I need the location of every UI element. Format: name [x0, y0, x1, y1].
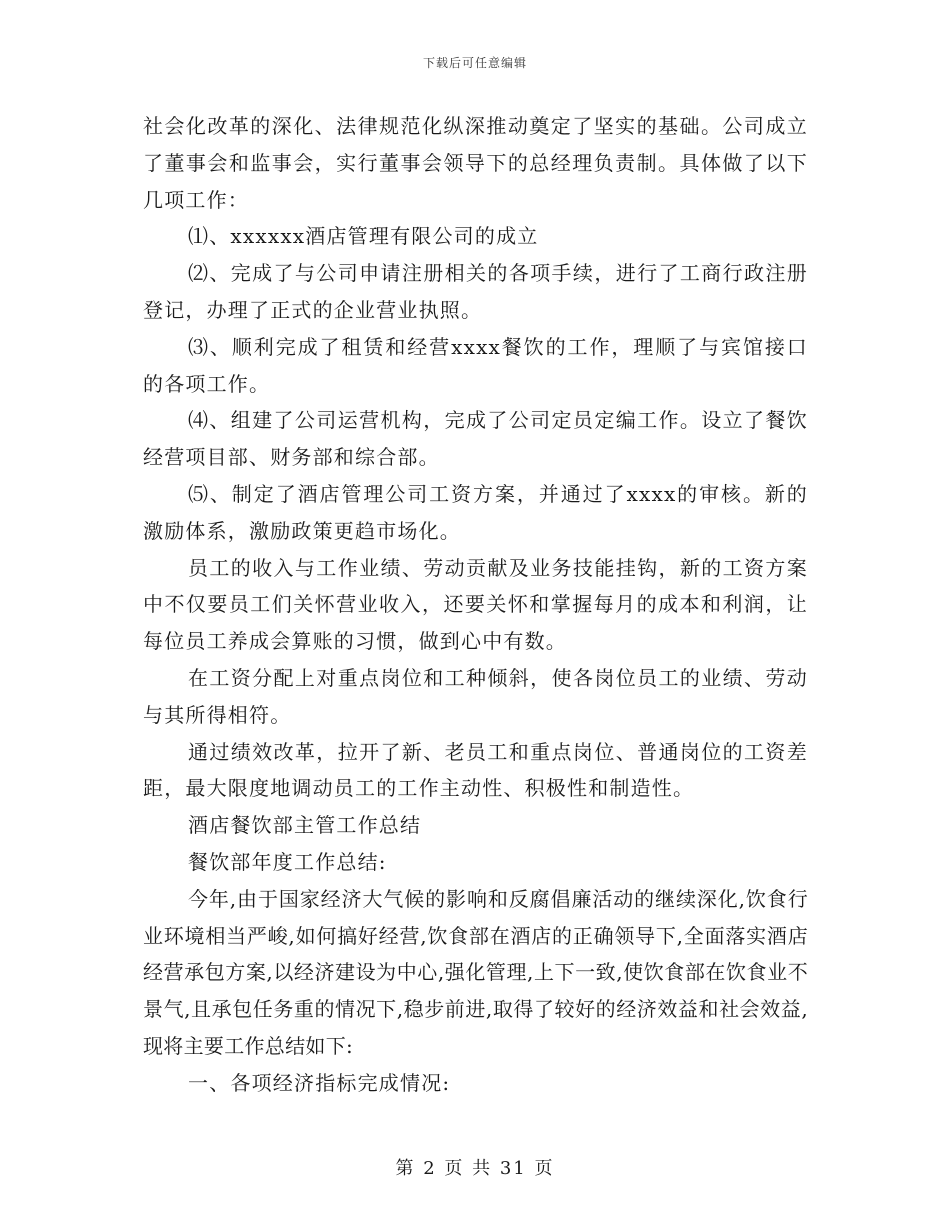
- list-item: ⑷、组建了公司运营机构，完成了公司定员定编工作。设立了餐饮经营项目部、财务部和综合部。: [143, 408, 808, 470]
- paragraph: 在工资分配上对重点岗位和工种倾斜，使各岗位员工的业绩、劳动与其所得相符。: [143, 665, 808, 727]
- section-title: 酒店餐饮部主管工作总结: [188, 813, 422, 838]
- list-item: ⑸、制定了酒店管理公司工资方案，并通过了xxxx的审核。新的激励体系，激励政策更趋市场化。: [143, 481, 808, 543]
- paragraph: 通过绩效改革，拉开了新、老员工和重点岗位、普通岗位的工资差距，最大限度地调动员工的工作主动性、积极性和制造性。: [143, 739, 808, 801]
- section-heading: 一、各项经济指标完成情况:: [188, 1070, 451, 1095]
- paragraph: 社会化改革的深化、法律规范化纵深推动奠定了坚实的基础。公司成立了董事会和监事会，实行董事会领导下的总经理负责制。具体做了以下几项工作：: [143, 114, 808, 212]
- document-body: [143, 108, 808, 1102]
- list-item: ⑶、顺利完成了租赁和经营xxxx餐饮的工作，理顺了与宾馆接口的各项工作。: [143, 334, 808, 396]
- paragraph: 员工的收入与工作业绩、劳动贡献及业务技能挂钩，新的工资方案中不仅要员工们关怀营业收入，还要关怀和掌握每月的成本和利润，让每位员工养成会算账的习惯，做到心中有数。: [143, 555, 808, 654]
- list-item: ⑴、xxxxxx酒店管理有限公司的成立: [188, 224, 539, 249]
- list-item: ⑵、完成了与公司申请注册相关的各项手续，进行了工商行政注册登记，办理了正式的企业营业执照。: [143, 261, 808, 322]
- page-footer: 第 2 页 共 31 页: [395, 1158, 555, 1179]
- paragraph: 今年,由于国家经济大气候的影响和反腐倡廉活动的继续深化,饮食行业环境相当严峻,如何搞好经营,饮食部在酒店的正确领导下,全面落实酒店经营承包方案,以经济建设为中心,强化管理,上下一致,使饮食部在饮食业不景气,且承包任务重的情况下,稳步前进,取得了较好的经济效益和社会效益,现将主要工作总结如下:: [143, 886, 808, 1058]
- page-header: 下载后可任意编辑: [422, 56, 527, 70]
- section-subtitle: 餐饮部年度工作总结:: [188, 849, 387, 874]
